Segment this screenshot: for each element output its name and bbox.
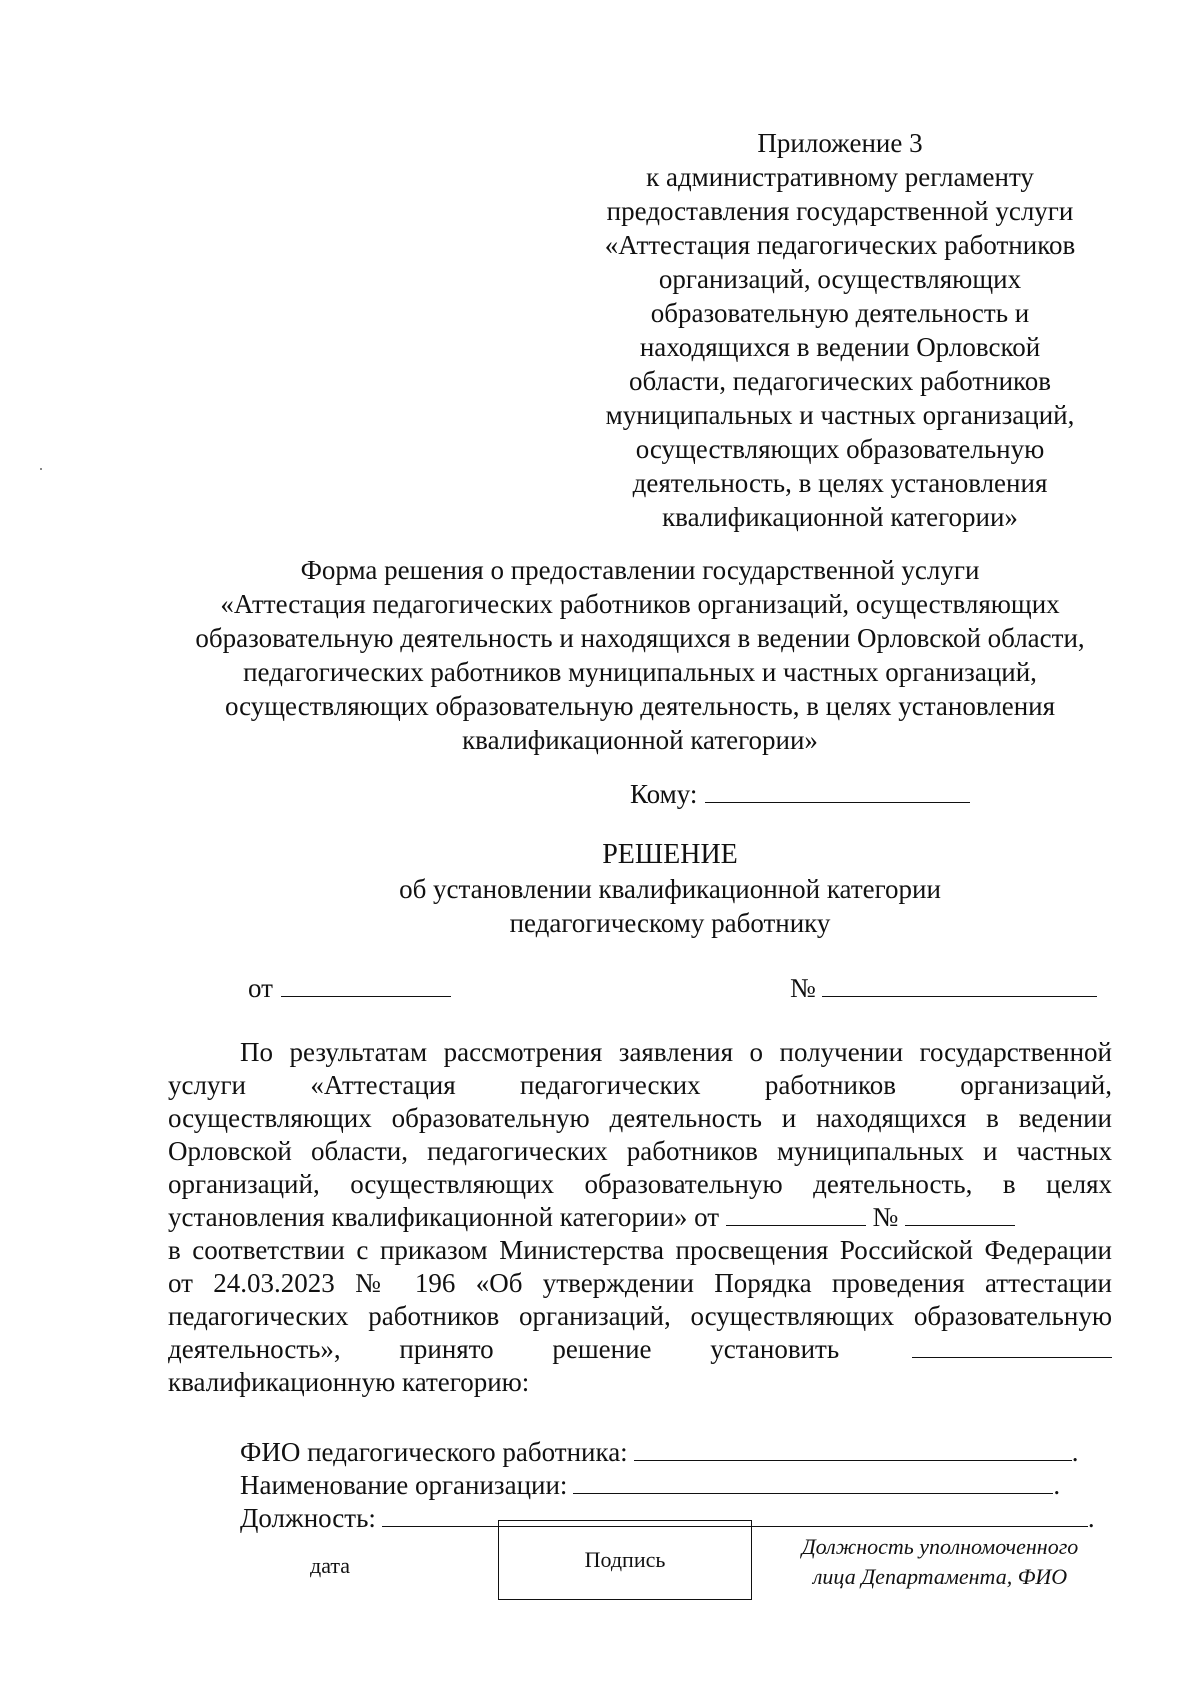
- recipient-label: Кому:: [630, 779, 698, 809]
- decision-date-field[interactable]: [281, 970, 451, 997]
- body-line-text: установления квалификационной категории» от: [168, 1202, 720, 1232]
- body-line: квалификационную категорию:: [168, 1367, 530, 1397]
- application-date-field[interactable]: [726, 1201, 866, 1226]
- organization-field[interactable]: [573, 1467, 1053, 1494]
- organization-label: Наименование организации:: [240, 1470, 568, 1500]
- appendix-line: муниципальных и частных организаций,: [605, 400, 1075, 430]
- official-caption: [775, 1532, 1105, 1592]
- end-mark: .: [1087, 1503, 1095, 1533]
- appendix-line: квалификационной категории»: [662, 502, 1018, 532]
- body-line: [168, 1201, 1112, 1234]
- body-line: Орловской области, педагогических работников муниципальных и частных: [168, 1136, 1112, 1166]
- decision-subtitle: об установлении квалификационной категории: [399, 874, 941, 904]
- fio-label: ФИО педагогического работника:: [240, 1437, 628, 1467]
- body-line: организаций, осуществляющих образовательную деятельность, в целях: [168, 1169, 1112, 1199]
- official-caption-line: лица Департамента, ФИО: [812, 1564, 1068, 1589]
- body-line: услуги «Аттестация педагогических работников организаций,: [168, 1070, 1112, 1100]
- body-line: [168, 1333, 1112, 1366]
- application-number-field[interactable]: [905, 1201, 1015, 1226]
- signature-label: Подпись: [584, 1547, 666, 1572]
- appendix-line: области, педагогических работников: [628, 366, 1052, 396]
- body-line: По результатам рассмотрения заявления о получении государственной: [240, 1037, 1112, 1067]
- appendix-line: к административному регламенту: [646, 162, 1034, 192]
- category-field[interactable]: [912, 1333, 1112, 1358]
- date-label: от: [248, 973, 273, 1003]
- appendix-line: организаций, осуществляющих: [658, 264, 1022, 294]
- form-title-line: образовательную деятельность и находящихся в ведении Орловской области,: [195, 623, 1085, 653]
- decision-date-line: [248, 970, 451, 1004]
- form-title: [160, 553, 1120, 757]
- recipient-line: [630, 776, 970, 810]
- body-line: педагогических работников организаций, осуществляющих образовательную: [168, 1301, 1112, 1331]
- decision-number-line: [790, 970, 1097, 1004]
- form-title-line: Форма решения о предоставлении государственной услуги: [300, 555, 980, 585]
- decision-heading: [360, 838, 980, 940]
- application-number-label: №: [872, 1202, 899, 1232]
- fio-field-line: [240, 1434, 1078, 1468]
- decision-body: [168, 1036, 1112, 1399]
- appendix-line: образовательную деятельность и: [650, 298, 1030, 328]
- appendix-line: «Аттестация педагогических работников: [604, 230, 1076, 260]
- form-title-line: квалификационной категории»: [462, 725, 818, 755]
- appendix-line: деятельность, в целях установления: [632, 468, 1048, 498]
- appendix-line: осуществляющих образовательную: [635, 434, 1045, 464]
- position-label: Должность:: [240, 1503, 376, 1533]
- form-title-line: «Аттестация педагогических работников организаций, осуществляющих: [220, 589, 1060, 619]
- recipient-field[interactable]: [705, 776, 970, 803]
- body-line: от 24.03.2023 № 196 «Об утверждении Порядка проведения аттестации: [168, 1268, 1112, 1298]
- appendix-line: предоставления государственной услуги: [606, 196, 1074, 226]
- decision-title: РЕШЕНИЕ: [602, 839, 738, 870]
- decision-subtitle: педагогическому работнику: [509, 908, 831, 938]
- body-line: в соответствии с приказом Министерства просвещения Российской Федерации: [168, 1235, 1112, 1265]
- form-title-line: осуществляющих образовательную деятельность, в целях установления: [224, 691, 1056, 721]
- appendix-line: находящихся в ведении Орловской: [639, 332, 1041, 362]
- number-label: №: [790, 973, 816, 1003]
- body-line: осуществляющих образовательную деятельность и находящихся в ведении: [168, 1103, 1112, 1133]
- signature-box[interactable]: [498, 1520, 752, 1600]
- signature-date-label: дата: [310, 1553, 351, 1578]
- fio-field[interactable]: [634, 1434, 1072, 1461]
- official-caption-line: Должность уполномоченного: [801, 1534, 1079, 1559]
- appendix-header: [590, 126, 1090, 534]
- body-line-text: деятельность», принято решение установить: [168, 1334, 840, 1364]
- end-mark: .: [1071, 1437, 1079, 1467]
- form-title-line: педагогических работников муниципальных и частных организаций,: [243, 657, 1037, 687]
- appendix-line: Приложение 3: [757, 128, 923, 158]
- end-mark: .: [1053, 1470, 1061, 1500]
- organization-field-line: [240, 1467, 1060, 1501]
- scan-speck: [40, 468, 42, 470]
- decision-number-field[interactable]: [822, 970, 1097, 997]
